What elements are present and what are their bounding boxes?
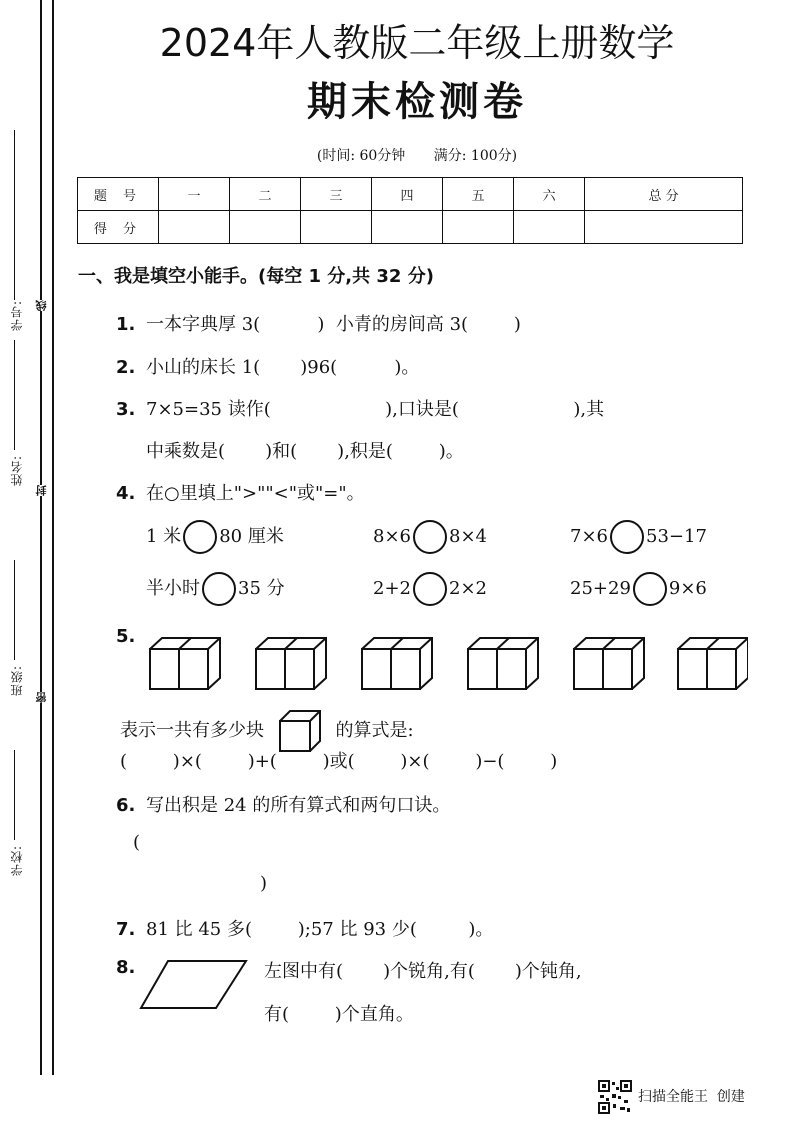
- score-cell: 三: [301, 178, 372, 211]
- mark-line: 线: [35, 300, 48, 311]
- full-score: 满分: 100分): [433, 148, 518, 164]
- question-number: 2.: [116, 357, 136, 378]
- score-table-score-row: [78, 211, 743, 244]
- question-4: [116, 479, 365, 505]
- score-input-cell[interactable]: [443, 211, 514, 244]
- question-7: [116, 915, 493, 941]
- blank-school: [14, 750, 15, 840]
- qr-code-icon: [598, 1080, 632, 1114]
- mark-secret: 密: [35, 692, 48, 703]
- compare-right: 53−17: [646, 526, 707, 547]
- score-cell: 二: [230, 178, 301, 211]
- section-heading: 一、我是填空小能手。(每空 1 分,共 32 分): [78, 266, 434, 287]
- compare-item: [146, 520, 284, 554]
- page-subtitle: 期末检测卷: [307, 79, 527, 125]
- answer-paren-close: ): [260, 873, 268, 894]
- score-input-cell[interactable]: [372, 211, 443, 244]
- answer-circle[interactable]: [413, 520, 447, 554]
- question-3: [116, 395, 604, 421]
- question-2: [116, 353, 419, 379]
- compare-right: 8×4: [449, 526, 487, 547]
- compare-item: [373, 572, 487, 606]
- cube-group-figure: [148, 635, 748, 693]
- compare-right: 2×2: [449, 578, 487, 599]
- question-3-continued: [146, 437, 464, 463]
- question-text: 小山的床长 1( )96( )。: [146, 357, 420, 378]
- question-number: 3.: [116, 399, 136, 420]
- compare-item: [146, 572, 285, 606]
- compare-left: 25+29: [570, 578, 631, 599]
- footer-text: 扫描全能王 创建: [638, 1089, 745, 1105]
- score-cell: 题 号: [78, 178, 159, 211]
- question-5-line2: [120, 747, 557, 773]
- score-input-cell[interactable]: [230, 211, 301, 244]
- question-1: [116, 310, 521, 336]
- question-text: 的算式是:: [335, 720, 414, 741]
- answer-circle[interactable]: [202, 572, 236, 606]
- question-text: 在○里填上">""<"或"="。: [146, 483, 365, 504]
- compare-item: [570, 520, 707, 554]
- score-cell: 六: [514, 178, 585, 211]
- label-school: 学校:: [10, 845, 24, 877]
- score-input-cell[interactable]: [159, 211, 230, 244]
- question-number: 1.: [116, 314, 136, 335]
- page-title: 2024年人教版二年级上册数学: [159, 21, 675, 65]
- question-8-line1: 左图中有( )个锐角,有( )个钝角,: [264, 961, 582, 982]
- scanner-watermark: [598, 1080, 745, 1114]
- compare-item: [570, 572, 707, 606]
- answer-circle[interactable]: [610, 520, 644, 554]
- parallelogram-figure: [138, 958, 250, 1012]
- time-limit: (时间: 60分钟: [316, 148, 406, 164]
- score-table-header-row: [78, 178, 743, 211]
- score-cell: 总 分: [585, 178, 743, 211]
- compare-left: 8×6: [373, 526, 411, 547]
- question-number: 7.: [116, 919, 136, 940]
- label-class: 班级:: [10, 665, 24, 697]
- score-cell: 五: [443, 178, 514, 211]
- compare-right: 9×6: [668, 578, 707, 599]
- score-table: [77, 177, 743, 244]
- question-number: 4.: [116, 483, 136, 504]
- question-text: ( )×( )+( )或( )×( )−( ): [120, 751, 558, 772]
- score-input-cell[interactable]: [585, 211, 743, 244]
- compare-left: 7×6: [570, 526, 608, 547]
- question-text-line1: 7×5=35 读作( ),口诀是( ),其: [146, 399, 605, 420]
- question-5: [116, 626, 135, 647]
- question-number: 6.: [116, 795, 136, 816]
- question-6: [116, 791, 450, 817]
- question-8: [116, 957, 135, 978]
- question-text: 表示一共有多少块: [120, 720, 264, 741]
- exam-info: [0, 145, 794, 165]
- score-cell: 一: [159, 178, 230, 211]
- compare-left: 1 米: [146, 526, 182, 547]
- question-text: 81 比 45 多( );57 比 93 少( )。: [146, 919, 494, 940]
- blank-class: [14, 560, 15, 660]
- score-cell: 四: [372, 178, 443, 211]
- score-input-cell[interactable]: [514, 211, 585, 244]
- label-student-id: 学号:: [10, 300, 24, 332]
- compare-left: 半小时: [146, 578, 200, 599]
- score-input-cell[interactable]: [301, 211, 372, 244]
- cube-group: [150, 638, 748, 689]
- question-8-line2: 有( )个直角。: [264, 1004, 414, 1025]
- question-number: 5.: [116, 626, 136, 647]
- score-row-label: 得 分: [78, 211, 159, 244]
- question-number: 8.: [116, 957, 136, 978]
- compare-right: 80 厘米: [219, 526, 284, 547]
- answer-circle[interactable]: [183, 520, 217, 554]
- compare-item: [373, 520, 487, 554]
- answer-circle[interactable]: [633, 572, 667, 606]
- answer-circle[interactable]: [413, 572, 447, 606]
- compare-left: 2+2: [373, 578, 411, 599]
- question-text: 写出积是 24 的所有算式和两句口诀。: [146, 795, 451, 816]
- question-text: 一本字典厚 3( ) 小青的房间高 3( ): [146, 314, 521, 335]
- question-text-line2: 中乘数是( )和( ),积是( )。: [146, 441, 464, 462]
- mark-seal: 封: [35, 485, 48, 496]
- answer-paren-open: (: [133, 832, 141, 853]
- label-name: 姓名:: [10, 455, 24, 487]
- blank-name: [14, 340, 15, 450]
- compare-right: 35 分: [238, 578, 285, 599]
